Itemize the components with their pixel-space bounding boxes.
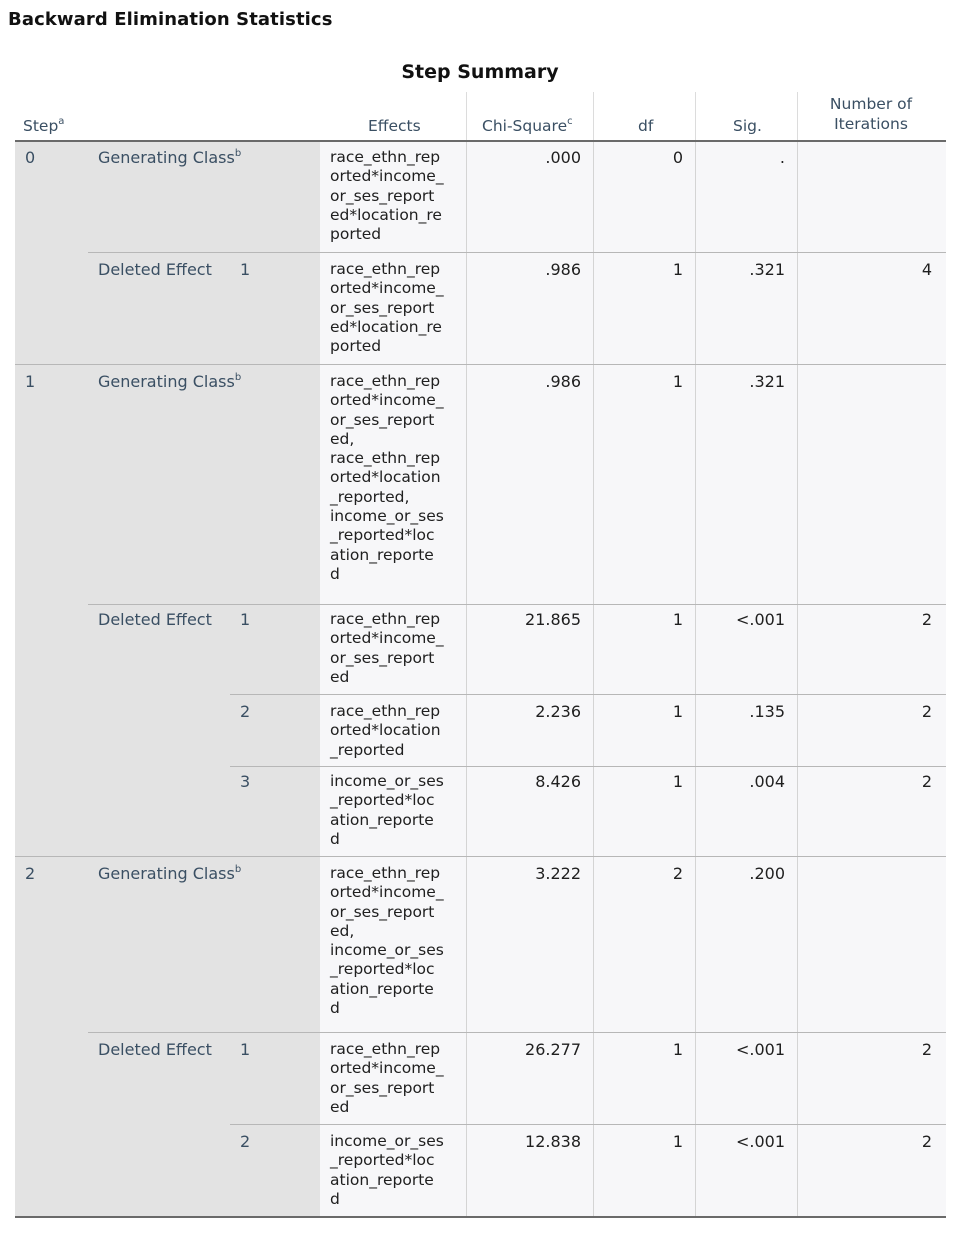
deleted-effect-label: Deleted Effect	[98, 1040, 212, 1059]
iterations-cell: 2	[921, 1132, 932, 1151]
chi-square-cell: 8.426	[535, 772, 581, 791]
step-number: 1	[25, 372, 36, 391]
effect-index: 2	[240, 702, 251, 721]
chi-square-cell: 21.865	[525, 610, 581, 629]
sig-cell: .321	[749, 260, 785, 279]
df-cell: 1	[672, 772, 683, 791]
generating-class-label: Generating Class$^b$	[98, 372, 242, 391]
effects-cell: race_ethn_rep orted*income_ or_ses_report ed	[330, 610, 444, 686]
header-chi-square: Chi-Square$^c$	[482, 116, 573, 135]
footer-rule	[15, 1216, 946, 1218]
effects-cell: race_ethn_rep orted*location _reported	[330, 702, 441, 759]
effects-cell: income_or_ses _reported*loc ation_reporte d	[330, 1132, 444, 1208]
effects-cell: race_ethn_rep orted*income_ or_ses_report ed*location_re ported	[330, 148, 444, 244]
sig-cell: <.001	[735, 610, 785, 629]
page-title: Backward Elimination Statistics	[8, 9, 333, 30]
chi-square-cell: 26.277	[525, 1040, 581, 1059]
step-number: 0	[25, 148, 36, 167]
df-cell: 0	[672, 148, 683, 167]
df-cell: 1	[672, 1132, 683, 1151]
sig-cell: .135	[749, 702, 785, 721]
sig-cell: .200	[749, 864, 785, 883]
sig-cell: <.001	[735, 1132, 785, 1151]
effect-index: 1	[240, 610, 251, 629]
effects-cell: race_ethn_rep orted*income_ or_ses_report ed, income_or_ses _reported*loc ation_reporte d	[330, 864, 444, 1018]
effect-index: 3	[240, 772, 251, 791]
sig-cell: <.001	[735, 1040, 785, 1059]
iterations-cell: 2	[921, 772, 932, 791]
chi-square-cell: 3.222	[535, 864, 581, 883]
deleted-effect-label: Deleted Effect	[98, 260, 212, 279]
sig-cell: .321	[749, 372, 785, 391]
header-effects: Effects	[368, 117, 421, 135]
iterations-cell: 2	[921, 1040, 932, 1059]
effects-cell: race_ethn_rep orted*income_ or_ses_report ed*location_re ported	[330, 260, 444, 356]
effects-cell: race_ethn_rep orted*income_ or_ses_report ed, race_ethn_rep orted*location _reported, income_or_ses _reported*loc ation_reporte d	[330, 372, 444, 583]
iterations-cell: 4	[921, 260, 932, 279]
effect-index: 1	[240, 1040, 251, 1059]
generating-class-label: Generating Class$^b$	[98, 148, 242, 167]
chi-square-cell: 12.838	[525, 1132, 581, 1151]
chi-square-cell: 2.236	[535, 702, 581, 721]
chi-square-cell: .986	[545, 260, 581, 279]
df-cell: 1	[672, 372, 683, 391]
df-cell: 2	[672, 864, 683, 883]
step-number: 2	[25, 864, 36, 883]
sig-cell: .	[779, 148, 785, 167]
generating-class-label: Generating Class$^b$	[98, 864, 242, 883]
df-cell: 1	[672, 260, 683, 279]
chi-square-cell: .000	[545, 148, 581, 167]
header-step: Step$^a$	[23, 116, 65, 135]
iterations-cell: 2	[921, 610, 932, 629]
deleted-effect-label: Deleted Effect	[98, 610, 212, 629]
header-iterations: Number of Iterations	[829, 95, 913, 133]
effects-cell: income_or_ses _reported*loc ation_reporte d	[330, 772, 444, 848]
header-df: df	[638, 117, 654, 135]
effects-cell: race_ethn_rep orted*income_ or_ses_report ed	[330, 1040, 444, 1116]
sig-cell: .004	[749, 772, 785, 791]
table-title: Step Summary	[401, 61, 559, 83]
df-cell: 1	[672, 610, 683, 629]
iterations-cell: 2	[921, 702, 932, 721]
header-sig: Sig.	[733, 117, 762, 135]
df-cell: 1	[672, 702, 683, 721]
df-cell: 1	[672, 1040, 683, 1059]
effect-index: 2	[240, 1132, 251, 1151]
effect-index: 1	[240, 260, 251, 279]
chi-square-cell: .986	[545, 372, 581, 391]
